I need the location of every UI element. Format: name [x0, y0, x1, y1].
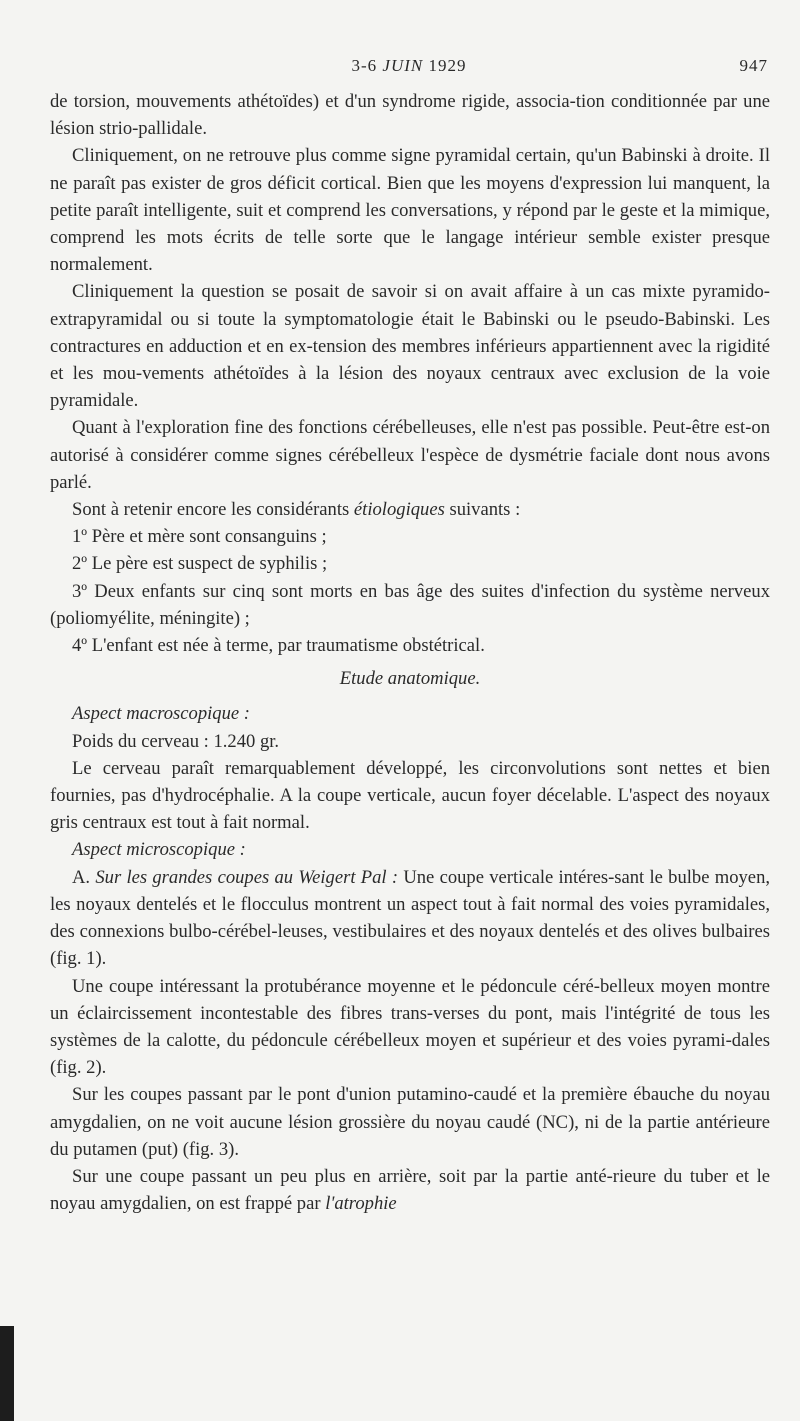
issue-month: JUIN [382, 56, 424, 75]
list-item: 2º Le père est suspect de syphilis ; [72, 553, 328, 575]
page-number: 947 [739, 56, 768, 75]
paragraph: Le cerveau paraît remarquablement développé, les circonvolutions sont nettes et bien fournies, pas d'hydrocéphalie. A la coupe verticale, aucun foyer décelable. L'aspect des noyaux gris centraux est tout à fait normal. [50, 757, 770, 834]
paragraph: de torsion, mouvements athétoïdes) et d'un syndrome rigide, associa-tion conditionnée par une lésion strio-pallidale. [50, 91, 770, 140]
paragraph-text: suivants : [449, 499, 521, 521]
paragraph: Cliniquement la question se posait de savoir si on avait affaire à un cas mixte pyramido-extrapyramidal ou si toute la symptomatologie était le Babinski ou le pseudo-Babinski. Les contractures en adduction et en ex-tension des membres inférieurs appartiennent avec la rigidité et les mou-vements athétoïdes à la lésion des noyaux centraux avec exclusion de la voie pyramidale. [50, 281, 770, 412]
subheading: Aspect macroscopique : [72, 703, 250, 725]
scan-edge-shadow [0, 1326, 14, 1421]
paragraph-text: Une coupe verticale intéres-sant le bulbe moyen, les noyaux dentelés et le flocculus montrent un aspect tout à fait normal des voies pyramidales, des connexions bulbo-cérébel-leuses, vestibulaires et des noyaux dentelés et des olives bulbaires (fig. 1). [50, 866, 771, 970]
italic-term: l'atrophie [325, 1193, 397, 1215]
paragraph [50, 864, 770, 973]
paragraph [50, 1163, 770, 1217]
issue-year: 1929 [428, 56, 467, 75]
paragraph: Une coupe intéressant la protubérance moyenne et le pédoncule céré-belleux moyen montre un éclaircissement incontestable des fibres trans-verses du pont, mais l'intégrité de tous les systèmes de la calotte, du pédoncule cérébelleux moyen et supérieur et des voies pyrami-dales (fig. 2). [50, 975, 770, 1079]
list-item: 3º Deux enfants sur cinq sont morts en bas âge des suites d'infection du système nerveux (poliomyélite, méningite) ; [50, 580, 770, 629]
paragraph: Sur les coupes passant par le pont d'union putamino-caudé et la première ébauche du noyau amygdalien, on ne voit aucune lésion grossière du noyau caudé (NC), ni de la partie antérieure du putamen (put) (fig. 3). [50, 1084, 770, 1160]
paragraph [50, 496, 770, 523]
list-item: 4º L'enfant est née à terme, par traumatisme obstétrical. [72, 635, 485, 657]
running-head [50, 56, 768, 76]
issue-day: 3-6 [351, 56, 378, 75]
paragraph-text: A. [72, 866, 91, 888]
paragraph: Poids du cerveau : 1.240 gr. [72, 730, 280, 752]
paragraph: Cliniquement, on ne retrouve plus comme signe pyramidal certain, qu'un Babinski à droite. Il ne paraît pas exister de gros déficit cortical. Bien que les moyens d'expression lui manquent, la petite paraît intelligente, suit et comprend les conversations, y répond par le geste et la mimique, comprend les mots écrits de telle sorte que le langage intérieur semble exister presque normalement. [50, 145, 770, 276]
page-header [50, 56, 768, 80]
paragraph-text: Sur une coupe passant un peu plus en arrière, soit par la partie anté-rieure du tuber et le noyau amygdalien, on est frappé par [50, 1165, 770, 1215]
italic-term: étiologiques [353, 499, 445, 521]
section-heading: Etude anatomique. [339, 668, 481, 690]
subheading: Aspect microscopique : [72, 839, 246, 861]
paragraph-text: Sont à retenir encore les considérants [72, 499, 350, 521]
paragraph: Quant à l'exploration fine des fonctions cérébelleuses, elle n'est pas possible. Peut-être est-on autorisé à considérer comme signes cérébelleux l'espèce de dysmétrie faciale dont nous avons parlé. [50, 417, 770, 493]
italic-term: Sur les grandes coupes au Weigert Pal : [95, 866, 399, 888]
list-item: 1º Père et mère sont consanguins ; [72, 526, 327, 548]
body-text [50, 88, 770, 1217]
